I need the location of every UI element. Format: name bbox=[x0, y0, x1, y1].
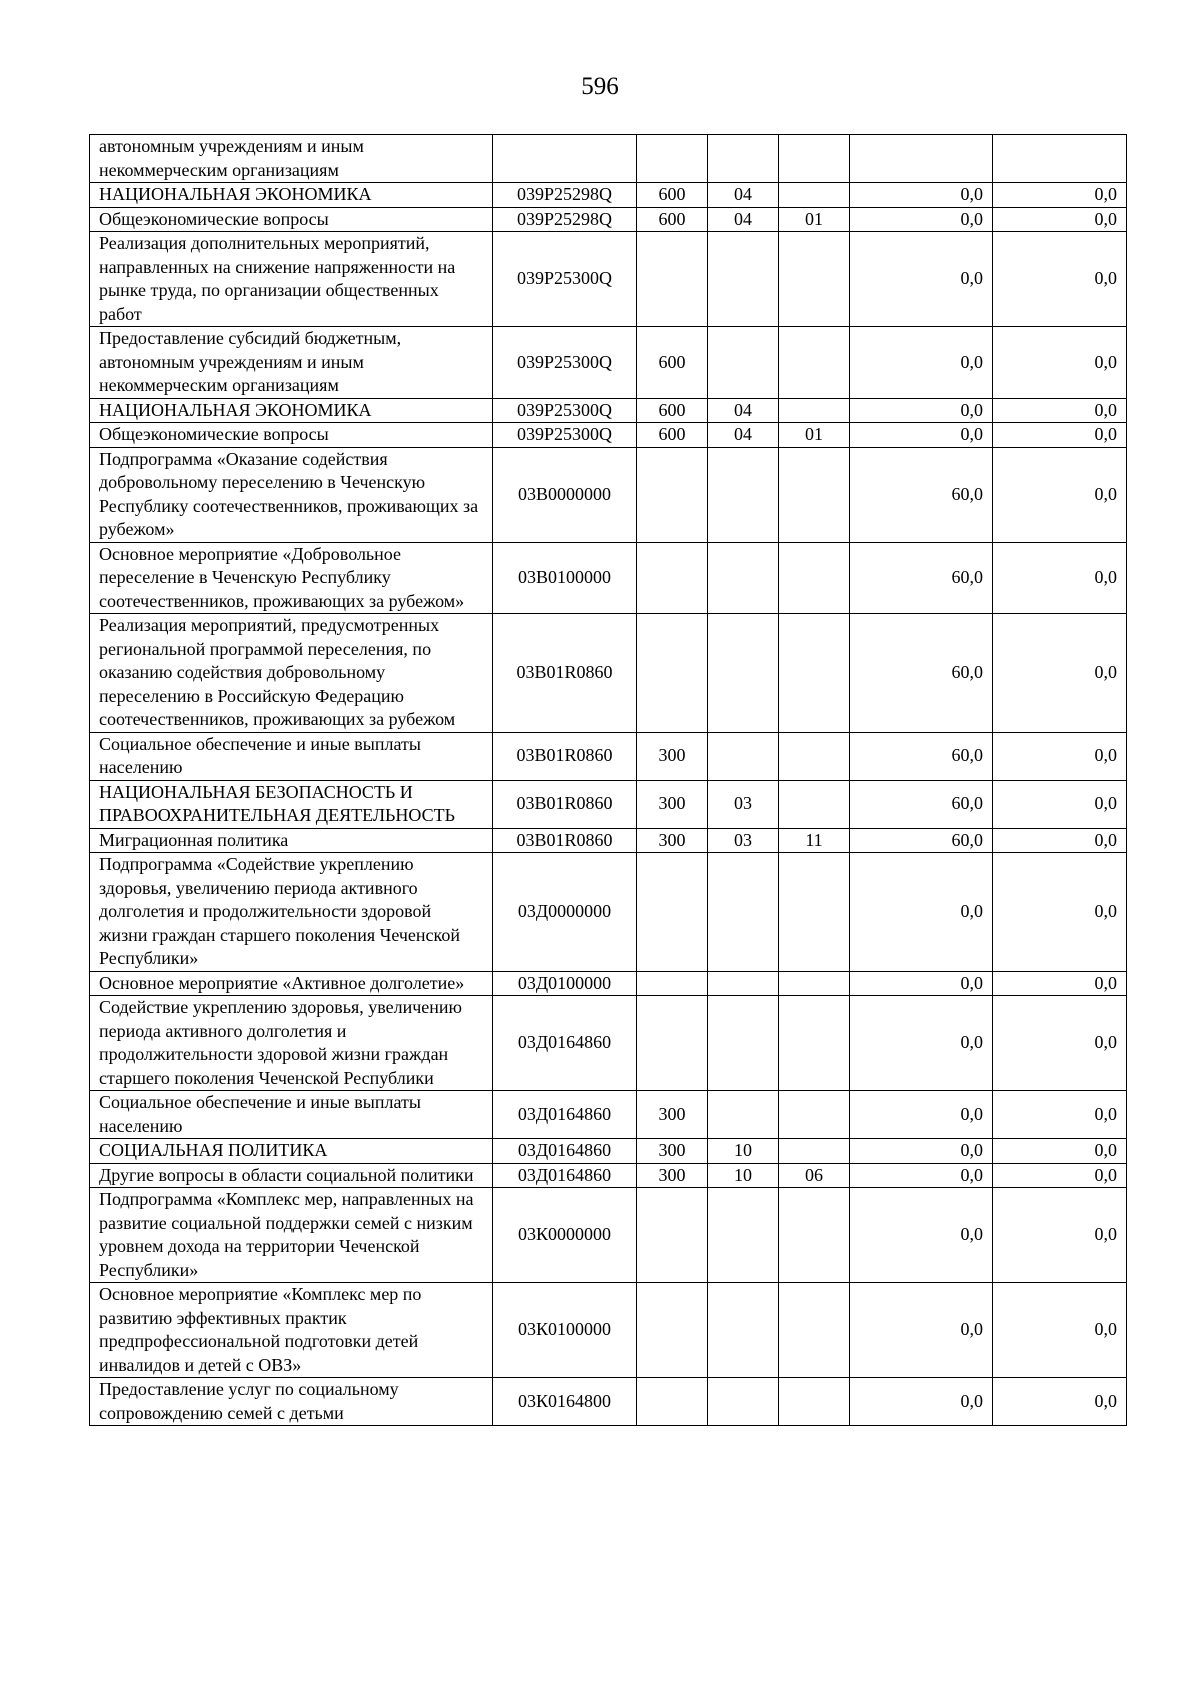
cell-expense-type: 600 bbox=[637, 327, 708, 399]
cell-amount-2: 0,0 bbox=[993, 732, 1127, 780]
cell-amount-1: 60,0 bbox=[850, 828, 993, 853]
cell-subsection: 11 bbox=[779, 828, 850, 853]
cell-amount-2: 0,0 bbox=[993, 1188, 1127, 1283]
cell-section: 04 bbox=[708, 207, 779, 232]
cell-section bbox=[708, 447, 779, 542]
cell-section bbox=[708, 327, 779, 399]
cell-expense-type bbox=[637, 232, 708, 327]
cell-amount-1 bbox=[850, 135, 993, 183]
cell-subsection bbox=[779, 614, 850, 733]
cell-amount-2: 0,0 bbox=[993, 1139, 1127, 1164]
table-row bbox=[90, 1091, 1127, 1139]
cell-expense-type: 600 bbox=[637, 207, 708, 232]
cell-target-article: 03В01R0860 bbox=[493, 732, 637, 780]
cell-target-article: 03Д0164860 bbox=[493, 996, 637, 1091]
cell-name: Подпрограмма «Содействие укреплению здоровья, увеличению периода активного долголетия и продолжительности здоровой жизни граждан старшего поколения Чеченской Республики» bbox=[90, 853, 493, 972]
cell-section: 03 bbox=[708, 828, 779, 853]
table-row bbox=[90, 183, 1127, 208]
cell-amount-2: 0,0 bbox=[993, 232, 1127, 327]
cell-amount-2: 0,0 bbox=[993, 853, 1127, 972]
cell-amount-1: 60,0 bbox=[850, 732, 993, 780]
cell-subsection: 01 bbox=[779, 423, 850, 448]
cell-name: Другие вопросы в области социальной политики bbox=[90, 1163, 493, 1188]
cell-target-article: 03Д0164860 bbox=[493, 1139, 637, 1164]
cell-target-article: 039P25300Q bbox=[493, 327, 637, 399]
cell-name: Общеэкономические вопросы bbox=[90, 207, 493, 232]
cell-section: 04 bbox=[708, 398, 779, 423]
cell-section bbox=[708, 1378, 779, 1426]
cell-expense-type: 600 bbox=[637, 423, 708, 448]
cell-expense-type: 300 bbox=[637, 732, 708, 780]
cell-target-article bbox=[493, 135, 637, 183]
cell-amount-1: 0,0 bbox=[850, 327, 993, 399]
cell-subsection bbox=[779, 1378, 850, 1426]
cell-expense-type bbox=[637, 1378, 708, 1426]
cell-subsection bbox=[779, 398, 850, 423]
cell-subsection bbox=[779, 232, 850, 327]
cell-target-article: 03К0100000 bbox=[493, 1283, 637, 1378]
cell-section bbox=[708, 1283, 779, 1378]
cell-amount-1: 60,0 bbox=[850, 780, 993, 828]
cell-section: 10 bbox=[708, 1139, 779, 1164]
cell-amount-1: 0,0 bbox=[850, 398, 993, 423]
table-row bbox=[90, 398, 1127, 423]
cell-amount-2: 0,0 bbox=[993, 398, 1127, 423]
cell-amount-2 bbox=[993, 135, 1127, 183]
cell-amount-1: 0,0 bbox=[850, 1091, 993, 1139]
cell-name: Основное мероприятие «Комплекс мер по развитию эффективных практик предпрофессиональной подготовки детей инвалидов и детей с ОВЗ» bbox=[90, 1283, 493, 1378]
table-row bbox=[90, 1163, 1127, 1188]
cell-subsection bbox=[779, 971, 850, 996]
page-number: 596 bbox=[581, 73, 619, 100]
cell-target-article: 03В01R0860 bbox=[493, 828, 637, 853]
cell-name: НАЦИОНАЛЬНАЯ ЭКОНОМИКА bbox=[90, 398, 493, 423]
cell-expense-type bbox=[637, 614, 708, 733]
table-row bbox=[90, 1283, 1127, 1378]
cell-name: Содействие укреплению здоровья, увеличению периода активного долголетия и продолжительности здоровой жизни граждан старшего поколения Чеченской Республики bbox=[90, 996, 493, 1091]
cell-expense-type bbox=[637, 135, 708, 183]
cell-target-article: 03Д0164860 bbox=[493, 1163, 637, 1188]
table-row bbox=[90, 1188, 1127, 1283]
cell-amount-1: 0,0 bbox=[850, 996, 993, 1091]
table-row bbox=[90, 232, 1127, 327]
cell-amount-1: 60,0 bbox=[850, 542, 993, 614]
table-row bbox=[90, 327, 1127, 399]
cell-expense-type bbox=[637, 1188, 708, 1283]
cell-section bbox=[708, 853, 779, 972]
cell-section bbox=[708, 232, 779, 327]
cell-amount-2: 0,0 bbox=[993, 996, 1127, 1091]
table-row bbox=[90, 780, 1127, 828]
cell-expense-type: 300 bbox=[637, 1091, 708, 1139]
cell-amount-2: 0,0 bbox=[993, 327, 1127, 399]
cell-amount-1: 0,0 bbox=[850, 207, 993, 232]
cell-target-article: 03В01R0860 bbox=[493, 780, 637, 828]
cell-target-article: 039P25298Q bbox=[493, 183, 637, 208]
table-row bbox=[90, 447, 1127, 542]
cell-expense-type: 600 bbox=[637, 183, 708, 208]
cell-section bbox=[708, 614, 779, 733]
cell-amount-1: 0,0 bbox=[850, 1188, 993, 1283]
cell-section: 04 bbox=[708, 183, 779, 208]
cell-name: Социальное обеспечение и иные выплаты населению bbox=[90, 732, 493, 780]
table-row bbox=[90, 1378, 1127, 1426]
cell-section bbox=[708, 542, 779, 614]
cell-amount-2: 0,0 bbox=[993, 614, 1127, 733]
cell-amount-2: 0,0 bbox=[993, 971, 1127, 996]
cell-name: Общеэкономические вопросы bbox=[90, 423, 493, 448]
cell-target-article: 03Д0100000 bbox=[493, 971, 637, 996]
cell-amount-2: 0,0 bbox=[993, 1378, 1127, 1426]
cell-section bbox=[708, 996, 779, 1091]
table-row bbox=[90, 207, 1127, 232]
table-row bbox=[90, 423, 1127, 448]
cell-amount-1: 0,0 bbox=[850, 1283, 993, 1378]
cell-expense-type: 300 bbox=[637, 780, 708, 828]
cell-amount-1: 60,0 bbox=[850, 614, 993, 733]
cell-amount-2: 0,0 bbox=[993, 183, 1127, 208]
cell-amount-1: 0,0 bbox=[850, 1163, 993, 1188]
cell-expense-type: 300 bbox=[637, 828, 708, 853]
cell-section bbox=[708, 1188, 779, 1283]
table-row bbox=[90, 135, 1127, 183]
cell-expense-type bbox=[637, 853, 708, 972]
cell-expense-type: 600 bbox=[637, 398, 708, 423]
cell-expense-type bbox=[637, 447, 708, 542]
cell-expense-type bbox=[637, 996, 708, 1091]
cell-name: НАЦИОНАЛЬНАЯ ЭКОНОМИКА bbox=[90, 183, 493, 208]
cell-name: Предоставление субсидий бюджетным, автономным учреждениям и иным некоммерческим организациям bbox=[90, 327, 493, 399]
cell-name: СОЦИАЛЬНАЯ ПОЛИТИКА bbox=[90, 1139, 493, 1164]
cell-subsection bbox=[779, 1188, 850, 1283]
cell-section bbox=[708, 732, 779, 780]
cell-target-article: 03В01R0860 bbox=[493, 614, 637, 733]
cell-name: Миграционная политика bbox=[90, 828, 493, 853]
cell-amount-2: 0,0 bbox=[993, 780, 1127, 828]
cell-name: Реализация мероприятий, предусмотренных региональной программой переселения, по оказанию содействия добровольному переселению в Российскую Федерацию соотечественников, проживающих за рубежом bbox=[90, 614, 493, 733]
cell-expense-type: 300 bbox=[637, 1139, 708, 1164]
cell-amount-1: 0,0 bbox=[850, 971, 993, 996]
cell-amount-2: 0,0 bbox=[993, 542, 1127, 614]
cell-subsection bbox=[779, 996, 850, 1091]
cell-subsection bbox=[779, 135, 850, 183]
cell-amount-1: 0,0 bbox=[850, 853, 993, 972]
cell-name: Основное мероприятие «Активное долголетие» bbox=[90, 971, 493, 996]
table-row bbox=[90, 542, 1127, 614]
cell-target-article: 039P25300Q bbox=[493, 232, 637, 327]
cell-target-article: 03К0164800 bbox=[493, 1378, 637, 1426]
cell-subsection bbox=[779, 447, 850, 542]
cell-subsection bbox=[779, 1139, 850, 1164]
cell-name: Основное мероприятие «Добровольное переселение в Чеченскую Республику соотечественников, проживающих за рубежом» bbox=[90, 542, 493, 614]
table-row bbox=[90, 996, 1127, 1091]
table-row bbox=[90, 853, 1127, 972]
cell-expense-type bbox=[637, 971, 708, 996]
cell-target-article: 03В0100000 bbox=[493, 542, 637, 614]
cell-name: Реализация дополнительных мероприятий, направленных на снижение напряженности на рынке труда, по организации общественных работ bbox=[90, 232, 493, 327]
cell-amount-2: 0,0 bbox=[993, 1163, 1127, 1188]
cell-target-article: 03Д0000000 bbox=[493, 853, 637, 972]
cell-target-article: 039P25298Q bbox=[493, 207, 637, 232]
cell-subsection bbox=[779, 780, 850, 828]
cell-amount-1: 0,0 bbox=[850, 1139, 993, 1164]
cell-target-article: 039P25300Q bbox=[493, 398, 637, 423]
cell-target-article: 03Д0164860 bbox=[493, 1091, 637, 1139]
cell-name: Подпрограмма «Комплекс мер, направленных на развитие социальной поддержки семей с низким уровнем дохода на территории Чеченской Республики» bbox=[90, 1188, 493, 1283]
cell-name: Предоставление услуг по социальному сопровождению семей с детьми bbox=[90, 1378, 493, 1426]
cell-subsection bbox=[779, 542, 850, 614]
cell-subsection bbox=[779, 1091, 850, 1139]
cell-expense-type bbox=[637, 1283, 708, 1378]
cell-section bbox=[708, 1091, 779, 1139]
cell-name: Подпрограмма «Оказание содействия добровольному переселению в Чеченскую Республику соотечественников, проживающих за рубежом» bbox=[90, 447, 493, 542]
cell-subsection: 01 bbox=[779, 207, 850, 232]
table-row bbox=[90, 828, 1127, 853]
cell-target-article: 03В0000000 bbox=[493, 447, 637, 542]
cell-target-article: 039P25300Q bbox=[493, 423, 637, 448]
cell-target-article: 03К0000000 bbox=[493, 1188, 637, 1283]
table-row bbox=[90, 1139, 1127, 1164]
cell-amount-2: 0,0 bbox=[993, 1091, 1127, 1139]
cell-subsection bbox=[779, 327, 850, 399]
cell-subsection bbox=[779, 732, 850, 780]
cell-name: автономным учреждениям и иным некоммерческим организациям bbox=[90, 135, 493, 183]
cell-amount-2: 0,0 bbox=[993, 828, 1127, 853]
cell-section: 03 bbox=[708, 780, 779, 828]
cell-subsection bbox=[779, 1283, 850, 1378]
cell-subsection: 06 bbox=[779, 1163, 850, 1188]
cell-section bbox=[708, 971, 779, 996]
table-body bbox=[90, 135, 1127, 1426]
cell-amount-2: 0,0 bbox=[993, 207, 1127, 232]
cell-amount-1: 0,0 bbox=[850, 423, 993, 448]
table-row bbox=[90, 971, 1127, 996]
table-row bbox=[90, 614, 1127, 733]
budget-table bbox=[89, 134, 1127, 1426]
table-row bbox=[90, 732, 1127, 780]
cell-section: 04 bbox=[708, 423, 779, 448]
cell-section: 10 bbox=[708, 1163, 779, 1188]
cell-amount-1: 0,0 bbox=[850, 1378, 993, 1426]
cell-amount-1: 0,0 bbox=[850, 183, 993, 208]
cell-amount-2: 0,0 bbox=[993, 447, 1127, 542]
cell-amount-2: 0,0 bbox=[993, 423, 1127, 448]
cell-amount-2: 0,0 bbox=[993, 1283, 1127, 1378]
cell-name: НАЦИОНАЛЬНАЯ БЕЗОПАСНОСТЬ И ПРАВООХРАНИТЕЛЬНАЯ ДЕЯТЕЛЬНОСТЬ bbox=[90, 780, 493, 828]
cell-expense-type: 300 bbox=[637, 1163, 708, 1188]
cell-name: Социальное обеспечение и иные выплаты населению bbox=[90, 1091, 493, 1139]
cell-section bbox=[708, 135, 779, 183]
cell-amount-1: 0,0 bbox=[850, 232, 993, 327]
cell-amount-1: 60,0 bbox=[850, 447, 993, 542]
cell-expense-type bbox=[637, 542, 708, 614]
cell-subsection bbox=[779, 183, 850, 208]
cell-subsection bbox=[779, 853, 850, 972]
